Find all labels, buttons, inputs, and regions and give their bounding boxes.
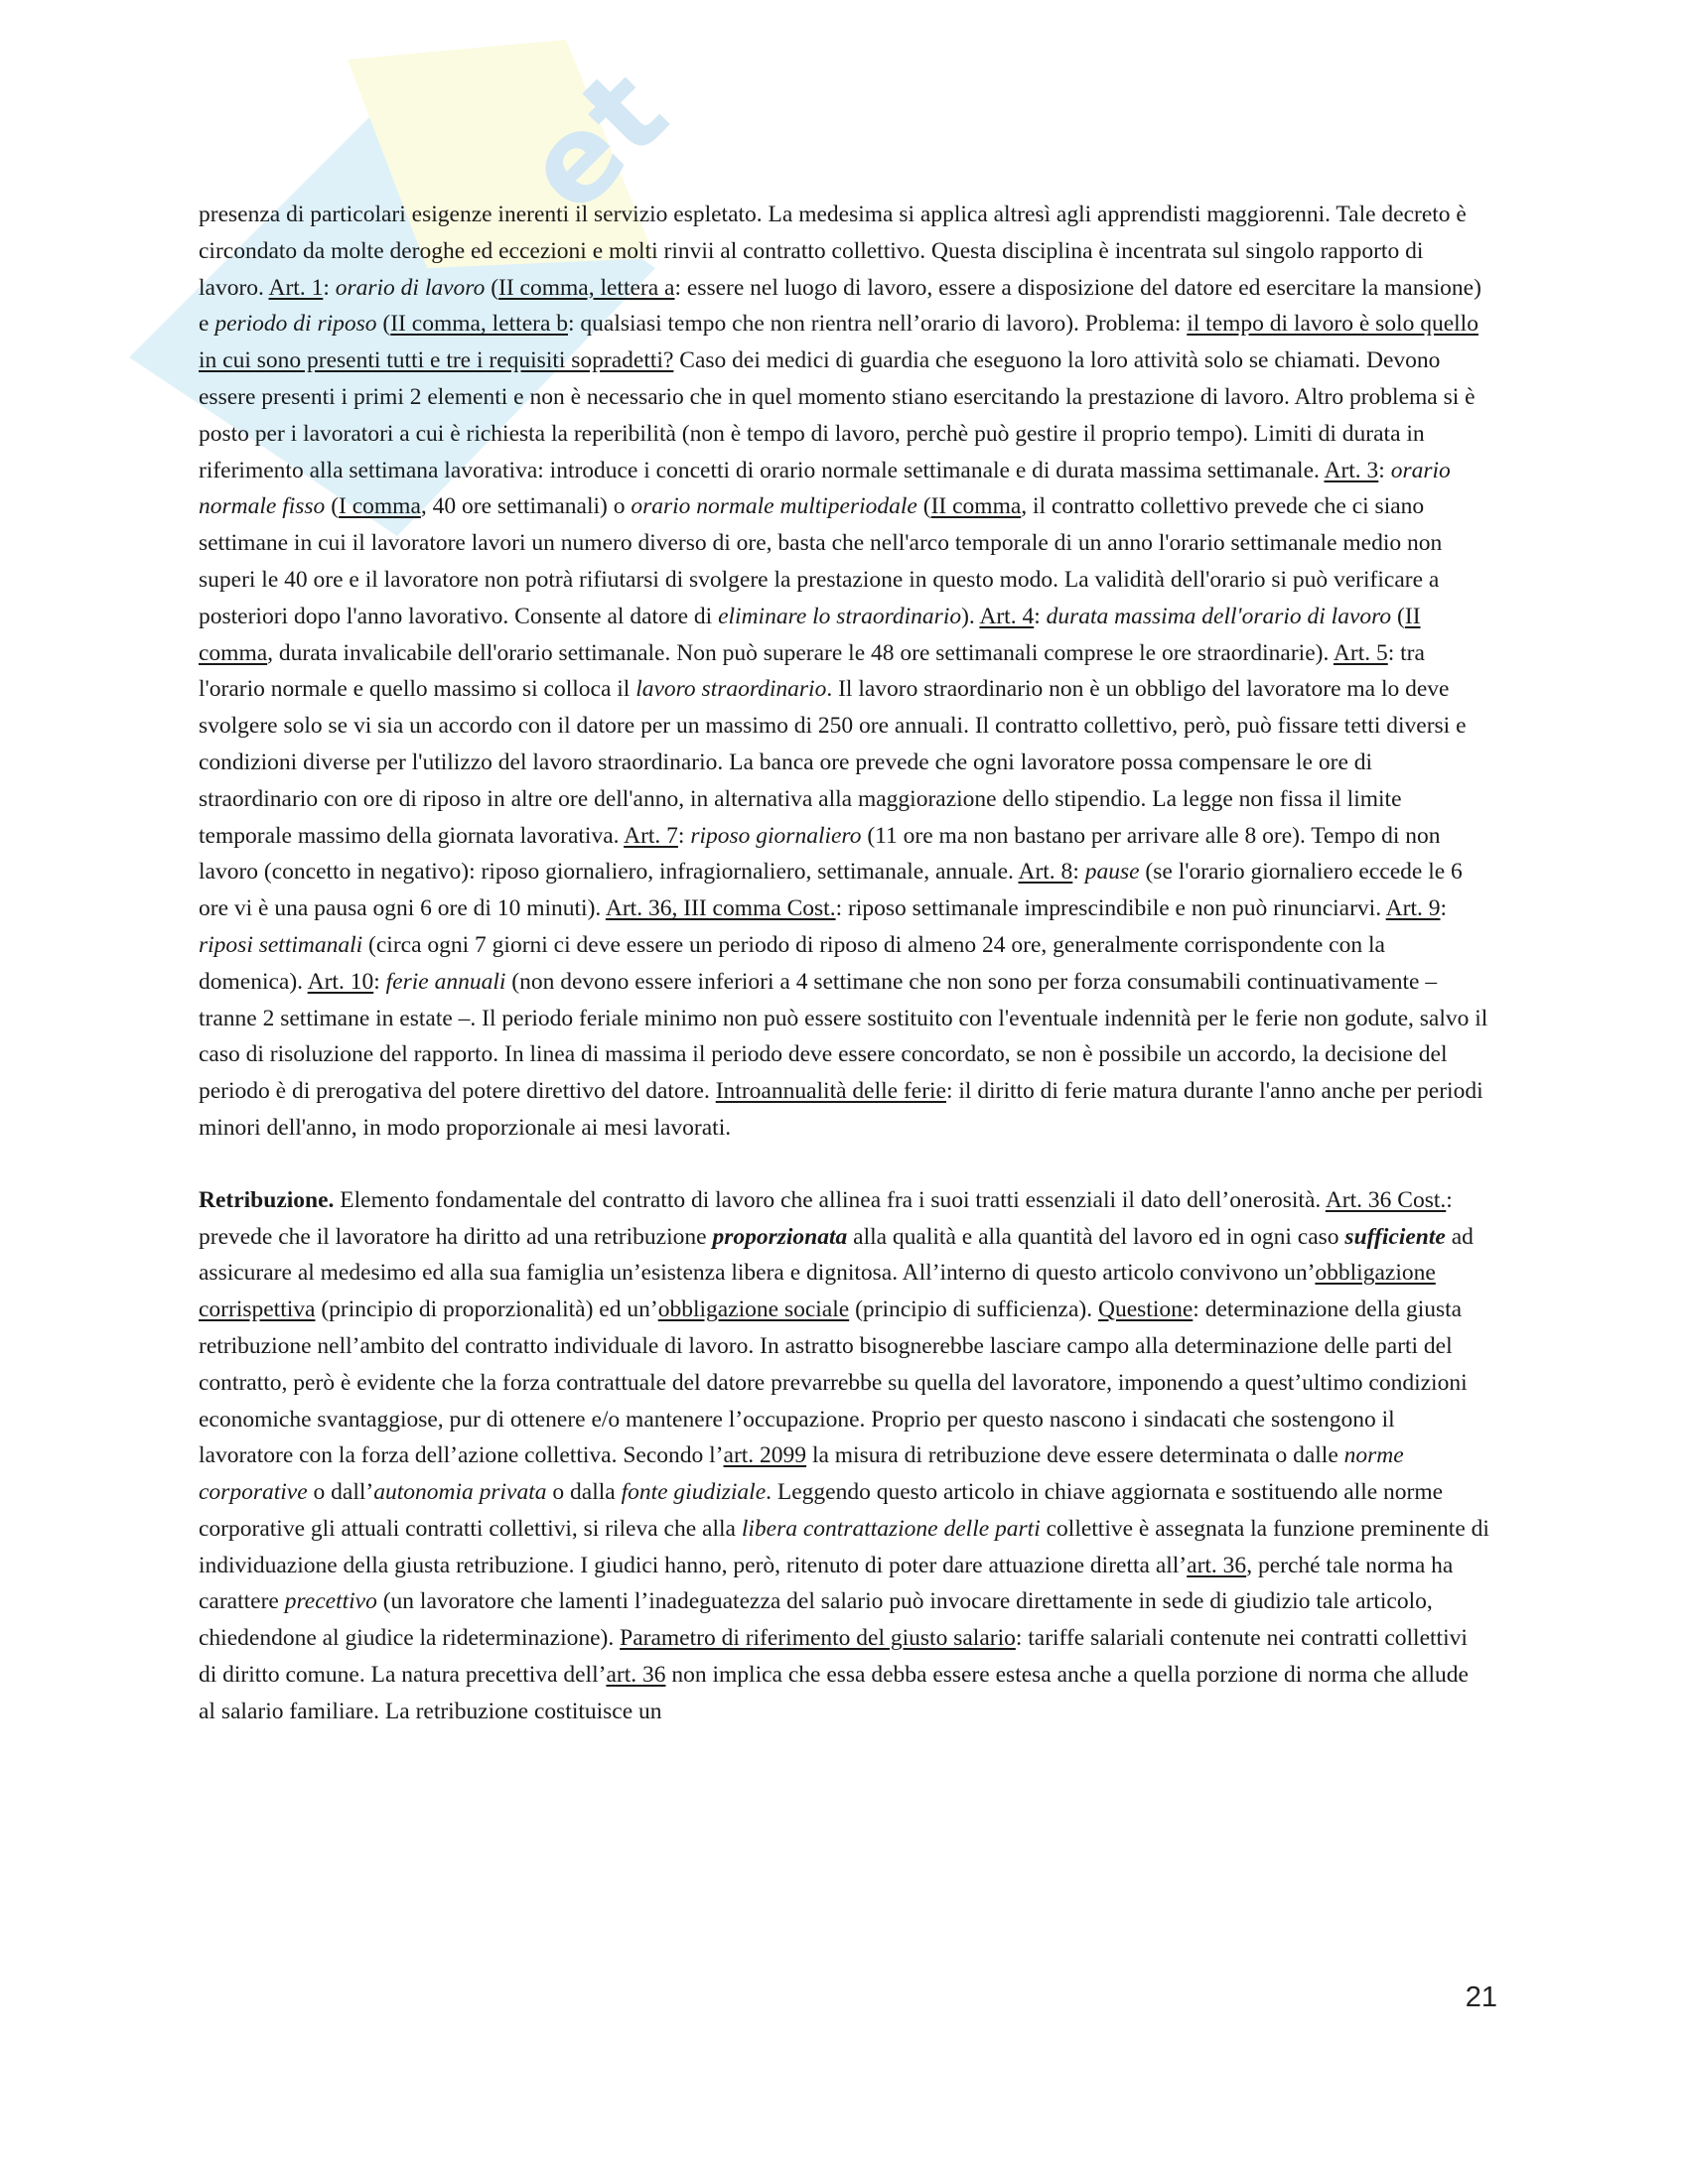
reference-text: II comma, lettera b (390, 311, 569, 338)
reference-text: il tempo di lavoro è solo quello in cui sono presenti tutti e tre i requisiti sopradetti? (199, 311, 1478, 374)
reference-text: Art. 36 Cost. (1325, 1186, 1447, 1213)
body-text: (circa ogni 7 giorni ci deve essere un periodo di riposo di almeno 24 ore, generalmente corrispondente con la domenica). (199, 931, 1385, 995)
body-text: ( (325, 493, 340, 520)
reference-text: II comma (199, 603, 1421, 666)
body-text: : riposo settimanale imprescindibile e non può rinunciarvi. (835, 895, 1386, 922)
reference-text: II comma, lettera a (498, 274, 675, 301)
emphasis-text: autonomia privata (373, 1479, 547, 1506)
body-text: o dalla (546, 1479, 622, 1506)
body-text: : (1440, 895, 1448, 922)
body-text: : il diritto di ferie matura durante l'anno anche per periodi minori dell'anno, in modo proporzionale ai mesi lavorati. (199, 1078, 1483, 1141)
body-text: : (677, 822, 691, 849)
emphasis-text: riposo giornaliero (690, 822, 862, 849)
document-body (199, 197, 1489, 1730)
body-text: (non devono essere inferiori a 4 settimane che non sono per forza consumabili continuativamente – tranne 2 settimane in estate –. Il periodo feriale minimo non può essere sostituito con l'eventuale indennità per le ferie non godute, salvo il caso di risoluzione del rapporto. In linea di massima il periodo deve essere concordato, se non è possibile un accordo, la decisione del periodo è di prerogativa del potere direttivo del datore. (199, 968, 1488, 1105)
body-text: ad assicurare al medesimo ed alla sua famiglia un’esistenza libera e dignitosa. All’interno di questo articolo convivono un’ (199, 1223, 1474, 1287)
body-text: : determinazione della giusta retribuzione nell’ambito del contratto individuale di lavoro. In astratto bisognerebbe lasciare campo alla determinazione delle parti del contratto, però è evidente che la forza contrattuale del datore prevarrebbe su quella del lavoratore, imponendo a quest’ultimo condizioni economiche svantaggiose, pur di ottenere e/o mantenere l’occupazione. Proprio per questo nascono i sindacati che sostengono il lavoratore con la forza dell’azione collettiva. Secondo l’ (199, 1297, 1468, 1469)
body-text: (principio di sufficienza). (849, 1297, 1098, 1323)
body-text: (se l'orario giornaliero eccede le 6 ore vi è una pausa ogni 6 ore di 10 minuti). (199, 859, 1463, 922)
reference-text: Art. 7 (624, 822, 678, 849)
emphasis-text: Retribuzione. (199, 1186, 335, 1213)
body-text: : qualsiasi tempo che non rientra nell’orario di lavoro). Problema: (568, 311, 1188, 338)
emphasis-text: libera contrattazione delle parti (741, 1515, 1041, 1542)
body-text: , durata invalicabile dell'orario settimanale. Non può superare le 48 ore settimanali comprese le ore straordinarie). (267, 639, 1334, 666)
body-text: non implica che essa debba essere estesa anche a quella porzione di norma che allude al salario familiare. La retribuzione costituisce un (199, 1662, 1469, 1724)
emphasis-text: periodo di riposo (214, 311, 377, 338)
body-text: : (323, 274, 336, 301)
body-text: ). (961, 603, 980, 629)
reference-text: Art. 5 (1333, 639, 1388, 666)
emphasis-text: proporzionata (712, 1223, 848, 1250)
watermark-text: et (498, 44, 694, 239)
body-text: ( (916, 493, 931, 520)
body-text: , perché tale norma ha carattere (199, 1552, 1454, 1615)
reference-text: Art. 9 (1385, 895, 1441, 922)
emphasis-text: orario di lavoro (335, 274, 486, 301)
body-text: : (1034, 603, 1047, 629)
emphasis-text: sufficiente (1344, 1223, 1446, 1250)
reference-text: obbligazione corrispettiva (199, 1260, 1436, 1323)
body-text: : tra l'orario normale e quello massimo si colloca il (199, 639, 1425, 703)
body-text: . Leggendo questo articolo in chiave aggiornata e sostituendo alle norme corporative gli attuali contratti collettivi, si rileva che alla (199, 1479, 1444, 1542)
body-text: , il contratto collettivo prevede che ci siano settimane in cui il lavoratore lavori un numero diverso di ore, basta che nell'arco temporale di un anno l'orario settimanale medio non superi le 40 ore e il lavoratore non potrà rifiutarsi di svolgere la prestazione in questo modo. La validità dell'orario si può verificare a posteriori dopo l'anno lavorativo. Consente al datore di (199, 493, 1443, 629)
emphasis-text: durata massima dell'orario di lavoro (1046, 603, 1392, 629)
reference-text: Introannualità delle ferie (715, 1078, 946, 1105)
reference-text: I comma (339, 493, 421, 520)
body-text: : (373, 968, 386, 995)
reference-text: art. 36 (606, 1662, 666, 1689)
emphasis-text: orario normale multiperiodale (631, 493, 917, 520)
body-text: (un lavoratore che lamenti l’inadeguatezza del salario può invocare direttamente in sede di giudizio tale articolo, chiedendone al giudice la rideterminazione). (199, 1588, 1433, 1652)
body-text: Elemento fondamentale del contratto di lavoro che allinea fra i suoi tratti essenziali il dato dell’onerosità. (334, 1186, 1326, 1213)
body-text: ( (376, 311, 391, 338)
reference-text: Art. 3 (1324, 457, 1379, 483)
body-text: collettive è assegnata la funzione preminente di individuazione della giusta retribuzione. I giudici hanno, però, ritenuto di poter dare attuazione diretta all’ (199, 1515, 1489, 1578)
body-text: : (1072, 859, 1085, 886)
body-text: la misura di retribuzione deve essere determinata o dalle (806, 1442, 1344, 1469)
emphasis-text: norme corporative (199, 1442, 1404, 1506)
reference-text: Art. 1 (268, 274, 324, 301)
reference-text: Questione (1098, 1297, 1194, 1323)
reference-text: art. 36 (1187, 1552, 1247, 1578)
body-text: : tariffe salariali contenute nei contratti collettivi di diritto comune. La natura precettiva dell’ (199, 1625, 1468, 1689)
body-text: (principio di proporzionalità) ed un’ (315, 1297, 658, 1323)
body-text: ( (485, 274, 499, 301)
reference-text: Parametro di riferimento del giusto salario (620, 1625, 1016, 1652)
body-text: Caso dei medici di guardia che eseguono la loro attività solo se chiamati. Devono essere presenti i primi 2 elementi e non è necessario che in quel momento stiano esercitando la prestazione di lavoro. Altro problema si è posto per i lavoratori a cui è richiesta la reperibilità (non è tempo di lavoro, perchè può gestire il proprio tempo). Limiti di durata in riferimento alla settimana lavorativa: introduce i concetti di orario normale settimanale e di durata massima settimanale. (199, 347, 1476, 483)
body-text: presenza di particolari esigenze inerenti il servizio espletato. La medesima si applica altresì agli apprendisti maggiorenni. Tale decreto è circondato da molte deroghe ed eccezioni e molti rinvii al contratto collettivo. Questa disciplina è incentrata sul singolo rapporto di lavoro. (199, 202, 1467, 301)
reference-text: II comma (930, 493, 1022, 520)
reference-text: Art. 36, III comma Cost. (605, 895, 836, 922)
paragraph-retribuzione (199, 1182, 1489, 1730)
emphasis-text: lavoro straordinario (635, 676, 827, 703)
body-text: , 40 ore settimanali) o (420, 493, 632, 520)
emphasis-text: pause (1084, 859, 1140, 886)
reference-text: Art. 10 (307, 968, 374, 995)
body-text: o dall’ (307, 1479, 374, 1506)
body-text: alla qualità e alla quantità del lavoro ed in ogni caso (847, 1223, 1345, 1250)
body-text: ( (1391, 603, 1405, 629)
body-text: (11 ore ma non bastano per arrivare alle 8 ore). Tempo di non lavoro (concetto in negativo): riposo giornaliero, infragiornaliero, settimanale, annuale. (199, 822, 1441, 886)
emphasis-text: ferie annuali (385, 968, 506, 995)
body-text: . Il lavoro straordinario non è un obbligo del lavoratore ma lo deve svolgere solo se vi sia un accordo con il datore per un massimo di 250 ore annuali. Il contratto collettivo, però, può fissare tetti diversi e condizioni diverse per l'utilizzo del lavoro straordinario. La banca ore prevede che ogni lavoratore possa compensare le ore di straordinario con ore di riposo in altre ore dell'anno, in alternativa alla maggiorazione dello stipendio. La legge non fissa il limite temporale massimo della giornata lavorativa. (199, 676, 1467, 849)
emphasis-text: riposi settimanali (199, 931, 363, 958)
paragraph-orario-di-lavoro (199, 197, 1489, 1147)
body-text: : (1378, 457, 1391, 483)
reference-text: obbligazione sociale (657, 1297, 850, 1323)
reference-text: Art. 4 (979, 603, 1035, 629)
reference-text: art. 2099 (723, 1442, 807, 1469)
page-number: 21 (1465, 1981, 1497, 2013)
body-text: : essere nel luogo di lavoro, essere a disposizione del datore ed esercitare la mansione) e (199, 274, 1481, 338)
body-text: : prevede che il lavoratore ha diritto ad una retribuzione (199, 1186, 1453, 1250)
emphasis-text: precettivo (284, 1588, 377, 1615)
reference-text: Art. 8 (1018, 859, 1073, 886)
emphasis-text: orario normale fisso (199, 457, 1451, 520)
emphasis-text: eliminare lo straordinario (718, 603, 962, 629)
emphasis-text: fonte giudiziale (621, 1479, 767, 1506)
